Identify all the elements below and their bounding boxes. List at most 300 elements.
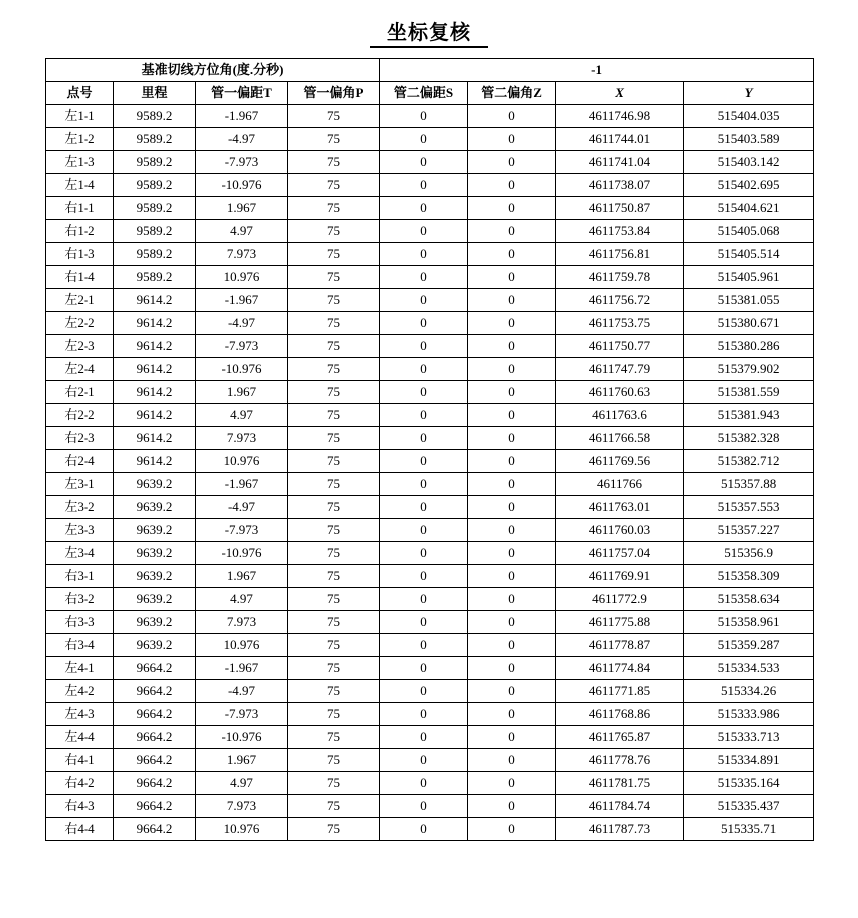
cell-mileage: 9589.2: [114, 105, 196, 128]
cell-pipe1-offset-t: -7.973: [196, 519, 288, 542]
cell-y: 515382.712: [684, 450, 814, 473]
cell-x: 4611760.63: [556, 381, 684, 404]
table-row: [46, 726, 814, 749]
cell-mileage: 9664.2: [114, 703, 196, 726]
coordinate-review-table: [45, 58, 814, 841]
cell-y: 515335.71: [684, 818, 814, 841]
cell-pipe1-angle-p: 75: [288, 657, 380, 680]
table-row: [46, 220, 814, 243]
cell-pipe1-offset-t: -7.973: [196, 151, 288, 174]
cell-mileage: 9664.2: [114, 726, 196, 749]
cell-pipe2-offset-s: 0: [380, 105, 468, 128]
cell-pipe2-angle-z: 0: [468, 312, 556, 335]
table-row: [46, 749, 814, 772]
cell-pipe1-offset-t: 1.967: [196, 197, 288, 220]
cell-pipe2-offset-s: 0: [380, 542, 468, 565]
cell-pipe1-offset-t: -1.967: [196, 105, 288, 128]
table-header-group-row: [46, 59, 814, 82]
cell-pipe2-offset-s: 0: [380, 818, 468, 841]
cell-pipe1-offset-t: 1.967: [196, 381, 288, 404]
coordinate-review-table-container: [45, 58, 813, 841]
cell-point-no: 左2-3: [46, 335, 114, 358]
cell-x: 4611747.79: [556, 358, 684, 381]
cell-pipe1-offset-t: -10.976: [196, 726, 288, 749]
cell-pipe2-angle-z: 0: [468, 611, 556, 634]
cell-pipe2-angle-z: 0: [468, 772, 556, 795]
cell-pipe1-angle-p: 75: [288, 542, 380, 565]
cell-pipe1-angle-p: 75: [288, 220, 380, 243]
cell-y: 515335.437: [684, 795, 814, 818]
cell-pipe1-offset-t: -1.967: [196, 289, 288, 312]
cell-pipe2-offset-s: 0: [380, 358, 468, 381]
title-underline: [370, 46, 488, 48]
cell-pipe1-offset-t: 4.97: [196, 220, 288, 243]
cell-pipe1-angle-p: 75: [288, 151, 380, 174]
cell-pipe1-angle-p: 75: [288, 519, 380, 542]
column-header-pipe1-offset-t: 管一偏距T: [196, 82, 288, 105]
cell-y: 515379.902: [684, 358, 814, 381]
table-row: [46, 818, 814, 841]
cell-pipe1-offset-t: -7.973: [196, 335, 288, 358]
cell-pipe1-offset-t: -4.97: [196, 496, 288, 519]
cell-x: 4611771.85: [556, 680, 684, 703]
cell-y: 515334.891: [684, 749, 814, 772]
header-baseline-azimuth: 基准切线方位角(度.分秒): [46, 59, 380, 82]
table-row: [46, 588, 814, 611]
cell-pipe2-angle-z: 0: [468, 289, 556, 312]
cell-x: 4611756.72: [556, 289, 684, 312]
cell-pipe2-angle-z: 0: [468, 151, 556, 174]
table-row: [46, 266, 814, 289]
cell-point-no: 右3-4: [46, 634, 114, 657]
cell-mileage: 9589.2: [114, 266, 196, 289]
table-row: [46, 634, 814, 657]
cell-point-no: 左4-1: [46, 657, 114, 680]
cell-pipe1-angle-p: 75: [288, 749, 380, 772]
cell-y: 515334.533: [684, 657, 814, 680]
cell-y: 515404.035: [684, 105, 814, 128]
cell-y: 515356.9: [684, 542, 814, 565]
table-row: [46, 680, 814, 703]
table-header: [46, 59, 814, 105]
cell-pipe2-offset-s: 0: [380, 174, 468, 197]
cell-pipe2-offset-s: 0: [380, 266, 468, 289]
cell-y: 515333.713: [684, 726, 814, 749]
cell-pipe1-offset-t: -10.976: [196, 358, 288, 381]
cell-point-no: 左3-1: [46, 473, 114, 496]
cell-mileage: 9639.2: [114, 496, 196, 519]
cell-mileage: 9639.2: [114, 611, 196, 634]
cell-mileage: 9614.2: [114, 427, 196, 450]
table-row: [46, 565, 814, 588]
cell-mileage: 9639.2: [114, 565, 196, 588]
cell-mileage: 9664.2: [114, 772, 196, 795]
cell-mileage: 9639.2: [114, 542, 196, 565]
cell-y: 515405.068: [684, 220, 814, 243]
cell-point-no: 右1-2: [46, 220, 114, 243]
cell-point-no: 左2-1: [46, 289, 114, 312]
cell-mileage: 9589.2: [114, 151, 196, 174]
column-header-mileage: 里程: [114, 82, 196, 105]
cell-point-no: 左4-2: [46, 680, 114, 703]
cell-mileage: 9664.2: [114, 795, 196, 818]
cell-mileage: 9614.2: [114, 358, 196, 381]
cell-pipe2-angle-z: 0: [468, 749, 556, 772]
cell-pipe2-angle-z: 0: [468, 381, 556, 404]
cell-mileage: 9589.2: [114, 243, 196, 266]
cell-pipe2-offset-s: 0: [380, 772, 468, 795]
cell-point-no: 右4-3: [46, 795, 114, 818]
table-row: [46, 795, 814, 818]
cell-pipe2-angle-z: 0: [468, 243, 556, 266]
cell-mileage: 9639.2: [114, 588, 196, 611]
cell-pipe1-angle-p: 75: [288, 772, 380, 795]
cell-point-no: 右2-3: [46, 427, 114, 450]
cell-pipe1-angle-p: 75: [288, 105, 380, 128]
cell-pipe2-offset-s: 0: [380, 588, 468, 611]
cell-y: 515382.328: [684, 427, 814, 450]
cell-pipe2-angle-z: 0: [468, 174, 556, 197]
column-header-point-no: 点号: [46, 82, 114, 105]
table-row: [46, 335, 814, 358]
cell-mileage: 9639.2: [114, 634, 196, 657]
cell-pipe1-angle-p: 75: [288, 680, 380, 703]
cell-y: 515381.055: [684, 289, 814, 312]
cell-pipe2-offset-s: 0: [380, 335, 468, 358]
cell-mileage: 9664.2: [114, 657, 196, 680]
cell-pipe2-angle-z: 0: [468, 542, 556, 565]
cell-pipe1-angle-p: 75: [288, 588, 380, 611]
cell-x: 4611784.74: [556, 795, 684, 818]
cell-y: 515403.142: [684, 151, 814, 174]
table-row: [46, 128, 814, 151]
cell-point-no: 右2-1: [46, 381, 114, 404]
cell-mileage: 9589.2: [114, 220, 196, 243]
cell-pipe1-offset-t: 7.973: [196, 427, 288, 450]
cell-y: 515404.621: [684, 197, 814, 220]
cell-y: 515381.559: [684, 381, 814, 404]
cell-point-no: 右4-4: [46, 818, 114, 841]
cell-pipe2-angle-z: 0: [468, 519, 556, 542]
cell-point-no: 右3-3: [46, 611, 114, 634]
cell-x: 4611781.75: [556, 772, 684, 795]
cell-pipe1-angle-p: 75: [288, 197, 380, 220]
cell-pipe1-offset-t: 4.97: [196, 588, 288, 611]
cell-pipe1-offset-t: -4.97: [196, 312, 288, 335]
cell-point-no: 右4-1: [46, 749, 114, 772]
cell-pipe1-angle-p: 75: [288, 243, 380, 266]
cell-point-no: 右1-3: [46, 243, 114, 266]
cell-point-no: 左1-3: [46, 151, 114, 174]
cell-pipe1-offset-t: 4.97: [196, 404, 288, 427]
cell-x: 4611738.07: [556, 174, 684, 197]
cell-mileage: 9614.2: [114, 289, 196, 312]
cell-pipe2-offset-s: 0: [380, 795, 468, 818]
cell-pipe2-angle-z: 0: [468, 404, 556, 427]
cell-x: 4611768.86: [556, 703, 684, 726]
cell-pipe1-offset-t: 1.967: [196, 565, 288, 588]
cell-pipe1-angle-p: 75: [288, 404, 380, 427]
table-row: [46, 358, 814, 381]
cell-pipe2-offset-s: 0: [380, 404, 468, 427]
cell-y: 515403.589: [684, 128, 814, 151]
cell-x: 4611759.78: [556, 266, 684, 289]
cell-pipe1-angle-p: 75: [288, 611, 380, 634]
table-row: [46, 105, 814, 128]
cell-pipe1-angle-p: 75: [288, 450, 380, 473]
cell-point-no: 左2-4: [46, 358, 114, 381]
cell-pipe1-offset-t: 4.97: [196, 772, 288, 795]
cell-pipe2-offset-s: 0: [380, 220, 468, 243]
cell-pipe1-offset-t: 10.976: [196, 266, 288, 289]
cell-x: 4611753.84: [556, 220, 684, 243]
column-header-pipe1-angle-p: 管一偏角P: [288, 82, 380, 105]
table-row: [46, 427, 814, 450]
cell-y: 515334.26: [684, 680, 814, 703]
cell-point-no: 右1-1: [46, 197, 114, 220]
table-row: [46, 542, 814, 565]
cell-x: 4611787.73: [556, 818, 684, 841]
cell-pipe1-offset-t: -4.97: [196, 680, 288, 703]
cell-pipe2-angle-z: 0: [468, 795, 556, 818]
cell-mileage: 9614.2: [114, 312, 196, 335]
table-row: [46, 197, 814, 220]
cell-pipe2-angle-z: 0: [468, 335, 556, 358]
cell-pipe2-angle-z: 0: [468, 818, 556, 841]
column-header-pipe2-offset-s: 管二偏距S: [380, 82, 468, 105]
cell-y: 515357.553: [684, 496, 814, 519]
cell-y: 515381.943: [684, 404, 814, 427]
cell-x: 4611765.87: [556, 726, 684, 749]
cell-mileage: 9589.2: [114, 174, 196, 197]
cell-point-no: 左1-4: [46, 174, 114, 197]
column-header-pipe2-angle-z: 管二偏角Z: [468, 82, 556, 105]
cell-pipe2-angle-z: 0: [468, 496, 556, 519]
cell-point-no: 左1-2: [46, 128, 114, 151]
cell-point-no: 左4-3: [46, 703, 114, 726]
cell-pipe2-angle-z: 0: [468, 680, 556, 703]
cell-pipe1-offset-t: -1.967: [196, 657, 288, 680]
cell-pipe1-offset-t: -4.97: [196, 128, 288, 151]
cell-pipe1-angle-p: 75: [288, 289, 380, 312]
cell-point-no: 左3-2: [46, 496, 114, 519]
cell-point-no: 右1-4: [46, 266, 114, 289]
cell-mileage: 9639.2: [114, 473, 196, 496]
cell-x: 4611741.04: [556, 151, 684, 174]
cell-x: 4611744.01: [556, 128, 684, 151]
cell-pipe1-offset-t: 7.973: [196, 795, 288, 818]
cell-x: 4611750.77: [556, 335, 684, 358]
cell-pipe1-angle-p: 75: [288, 634, 380, 657]
cell-y: 515405.961: [684, 266, 814, 289]
cell-pipe2-offset-s: 0: [380, 381, 468, 404]
cell-mileage: 9614.2: [114, 450, 196, 473]
cell-pipe2-offset-s: 0: [380, 611, 468, 634]
cell-pipe1-offset-t: -7.973: [196, 703, 288, 726]
cell-y: 515405.514: [684, 243, 814, 266]
cell-x: 4611774.84: [556, 657, 684, 680]
cell-x: 4611756.81: [556, 243, 684, 266]
cell-pipe1-offset-t: -10.976: [196, 542, 288, 565]
cell-pipe2-angle-z: 0: [468, 726, 556, 749]
cell-pipe1-angle-p: 75: [288, 703, 380, 726]
cell-mileage: 9639.2: [114, 519, 196, 542]
table-row: [46, 611, 814, 634]
cell-mileage: 9664.2: [114, 680, 196, 703]
cell-pipe2-angle-z: 0: [468, 634, 556, 657]
cell-pipe1-angle-p: 75: [288, 726, 380, 749]
cell-mileage: 9664.2: [114, 818, 196, 841]
cell-mileage: 9664.2: [114, 749, 196, 772]
cell-pipe2-angle-z: 0: [468, 657, 556, 680]
cell-x: 4611750.87: [556, 197, 684, 220]
cell-x: 4611757.04: [556, 542, 684, 565]
cell-y: 515358.961: [684, 611, 814, 634]
cell-pipe2-offset-s: 0: [380, 473, 468, 496]
cell-pipe1-offset-t: 7.973: [196, 611, 288, 634]
cell-pipe2-offset-s: 0: [380, 243, 468, 266]
cell-y: 515358.634: [684, 588, 814, 611]
table-row: [46, 450, 814, 473]
cell-pipe2-offset-s: 0: [380, 312, 468, 335]
cell-pipe2-offset-s: 0: [380, 519, 468, 542]
cell-y: 515402.695: [684, 174, 814, 197]
cell-pipe1-angle-p: 75: [288, 496, 380, 519]
cell-y: 515357.88: [684, 473, 814, 496]
cell-pipe2-offset-s: 0: [380, 197, 468, 220]
table-row: [46, 473, 814, 496]
cell-y: 515333.986: [684, 703, 814, 726]
cell-x: 4611766: [556, 473, 684, 496]
table-row: [46, 151, 814, 174]
cell-point-no: 右4-2: [46, 772, 114, 795]
cell-pipe1-angle-p: 75: [288, 565, 380, 588]
cell-pipe1-angle-p: 75: [288, 381, 380, 404]
cell-y: 515358.309: [684, 565, 814, 588]
cell-pipe2-angle-z: 0: [468, 197, 556, 220]
cell-pipe1-angle-p: 75: [288, 473, 380, 496]
cell-pipe2-angle-z: 0: [468, 703, 556, 726]
table-row: [46, 496, 814, 519]
cell-pipe2-offset-s: 0: [380, 726, 468, 749]
table-body: [46, 105, 814, 841]
cell-pipe1-offset-t: 10.976: [196, 818, 288, 841]
cell-pipe2-offset-s: 0: [380, 565, 468, 588]
table-row: [46, 174, 814, 197]
header-azimuth-value: -1: [380, 59, 814, 82]
column-header-y: Y: [684, 82, 814, 105]
cell-x: 4611769.91: [556, 565, 684, 588]
page-title: 坐标复核: [387, 22, 471, 44]
cell-mileage: 9614.2: [114, 381, 196, 404]
cell-pipe1-angle-p: 75: [288, 266, 380, 289]
cell-pipe1-angle-p: 75: [288, 795, 380, 818]
cell-point-no: 左1-1: [46, 105, 114, 128]
cell-pipe2-angle-z: 0: [468, 358, 556, 381]
table-row: [46, 657, 814, 680]
cell-pipe1-angle-p: 75: [288, 427, 380, 450]
cell-pipe2-angle-z: 0: [468, 128, 556, 151]
cell-x: 4611775.88: [556, 611, 684, 634]
cell-pipe2-offset-s: 0: [380, 634, 468, 657]
cell-pipe2-angle-z: 0: [468, 105, 556, 128]
cell-pipe1-offset-t: -10.976: [196, 174, 288, 197]
cell-pipe2-offset-s: 0: [380, 657, 468, 680]
cell-x: 4611772.9: [556, 588, 684, 611]
cell-point-no: 左3-4: [46, 542, 114, 565]
cell-point-no: 右2-4: [46, 450, 114, 473]
cell-pipe1-offset-t: 10.976: [196, 634, 288, 657]
cell-pipe2-offset-s: 0: [380, 703, 468, 726]
cell-pipe2-angle-z: 0: [468, 220, 556, 243]
cell-pipe1-angle-p: 75: [288, 818, 380, 841]
table-row: [46, 289, 814, 312]
cell-x: 4611763.01: [556, 496, 684, 519]
cell-pipe1-offset-t: 7.973: [196, 243, 288, 266]
cell-x: 4611760.03: [556, 519, 684, 542]
cell-point-no: 左4-4: [46, 726, 114, 749]
cell-y: 515359.287: [684, 634, 814, 657]
cell-pipe1-angle-p: 75: [288, 335, 380, 358]
cell-pipe2-offset-s: 0: [380, 427, 468, 450]
cell-point-no: 右2-2: [46, 404, 114, 427]
cell-pipe2-angle-z: 0: [468, 266, 556, 289]
cell-pipe2-offset-s: 0: [380, 680, 468, 703]
cell-pipe2-angle-z: 0: [468, 588, 556, 611]
cell-y: 515380.671: [684, 312, 814, 335]
table-row: [46, 519, 814, 542]
cell-pipe2-offset-s: 0: [380, 749, 468, 772]
cell-mileage: 9614.2: [114, 404, 196, 427]
cell-pipe1-offset-t: -1.967: [196, 473, 288, 496]
cell-pipe2-angle-z: 0: [468, 427, 556, 450]
cell-pipe1-offset-t: 1.967: [196, 749, 288, 772]
cell-x: 4611778.76: [556, 749, 684, 772]
cell-x: 4611746.98: [556, 105, 684, 128]
table-row: [46, 243, 814, 266]
cell-mileage: 9589.2: [114, 197, 196, 220]
cell-pipe1-angle-p: 75: [288, 358, 380, 381]
cell-pipe2-angle-z: 0: [468, 565, 556, 588]
cell-pipe2-angle-z: 0: [468, 473, 556, 496]
cell-pipe2-offset-s: 0: [380, 289, 468, 312]
table-row: [46, 404, 814, 427]
cell-x: 4611778.87: [556, 634, 684, 657]
cell-x: 4611753.75: [556, 312, 684, 335]
cell-mileage: 9614.2: [114, 335, 196, 358]
table-header-columns-row: [46, 82, 814, 105]
cell-x: 4611766.58: [556, 427, 684, 450]
table-row: [46, 312, 814, 335]
cell-y: 515357.227: [684, 519, 814, 542]
cell-pipe2-angle-z: 0: [468, 450, 556, 473]
cell-pipe2-offset-s: 0: [380, 128, 468, 151]
cell-pipe1-offset-t: 10.976: [196, 450, 288, 473]
table-row: [46, 703, 814, 726]
cell-mileage: 9589.2: [114, 128, 196, 151]
cell-y: 515380.286: [684, 335, 814, 358]
cell-pipe1-angle-p: 75: [288, 128, 380, 151]
cell-x: 4611769.56: [556, 450, 684, 473]
cell-x: 4611763.6: [556, 404, 684, 427]
cell-y: 515335.164: [684, 772, 814, 795]
table-row: [46, 381, 814, 404]
cell-point-no: 左3-3: [46, 519, 114, 542]
cell-pipe1-angle-p: 75: [288, 174, 380, 197]
column-header-x: X: [556, 82, 684, 105]
cell-pipe2-offset-s: 0: [380, 450, 468, 473]
cell-point-no: 右3-2: [46, 588, 114, 611]
